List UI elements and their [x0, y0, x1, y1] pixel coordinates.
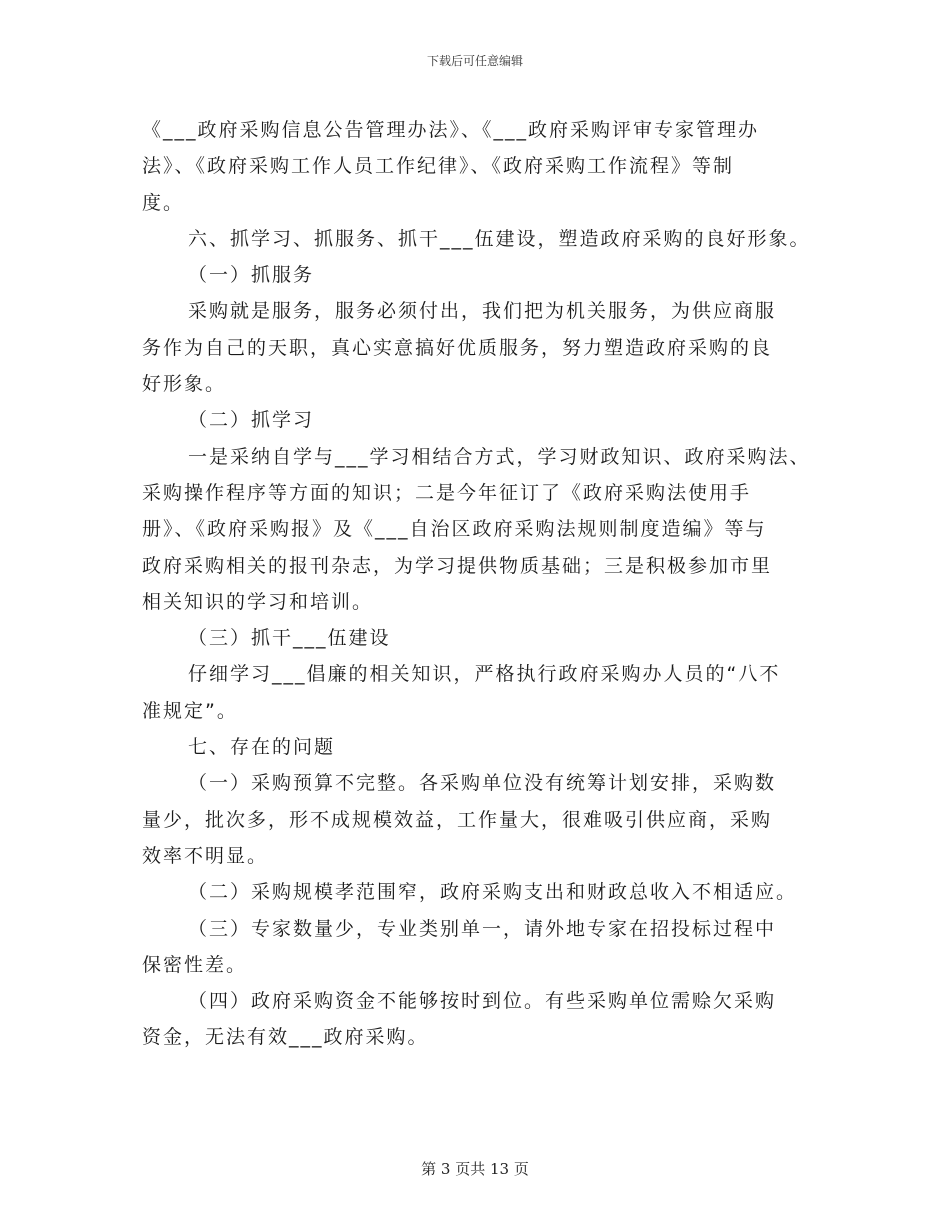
text-line: 《___政府采购信息公告管理办法》、《___政府采购评审专家管理办 — [142, 119, 760, 141]
text-line: 准规定”。 — [142, 699, 238, 722]
text-line: （二）抓学习 — [188, 409, 315, 432]
text-line: 仔细学习___倡廉的相关知识，严格执行政府采购办人员的“八不 — [188, 663, 781, 686]
text-line: 量少，批次多，形不成规模效益，工作量大，很难吸引供应商，采购 — [142, 808, 773, 831]
text-line: 六、抓学习、抓服务、抓干___伍建设，塑造政府采购的良好形象。 — [188, 227, 811, 250]
text-line: 法》、《政府采购工作人员工作纪律》、《政府采购工作流程》等制 — [142, 155, 735, 178]
text-line: 效率不明显。 — [142, 844, 269, 867]
page-footer: 第 3 页共 13 页 — [421, 1160, 529, 1178]
text-line: （一）抓服务 — [188, 264, 315, 287]
text-line: 采购操作程序等方面的知识；二是今年征订了《政府采购法使用手 — [142, 481, 752, 504]
text-line: 政府采购相关的报刊杂志，为学习提供物质基础；三是积极参加市里 — [142, 554, 773, 577]
text-line: （四）政府采购资金不能够按时到位。有些采购单位需赊欠采购 — [188, 990, 777, 1013]
text-line: 七、存在的问题 — [188, 736, 336, 759]
text-line: （三）专家数量少，专业类别单一，请外地专家在招投标过程中 — [188, 917, 777, 940]
document-body — [142, 112, 822, 1056]
text-line: 务作为自己的天职，真心实意搞好优质服务，努力塑造政府采购的良 — [142, 336, 773, 359]
text-line: 相关知识的学习和培训。 — [142, 590, 374, 613]
text-line: 度。 — [142, 191, 185, 214]
page-header: 下载后可任意编辑 — [426, 54, 523, 68]
text-line: 好形象。 — [142, 373, 227, 396]
text-line: 保密性差。 — [142, 953, 248, 976]
text-line: 一是采纳自学与___学习相结合方式，学习财政知识、政府采购法、 — [188, 445, 811, 468]
text-line: （一）采购预算不完整。各采购单位没有统筹计划安排，采购数 — [188, 772, 777, 795]
text-line: 采购就是服务，服务必须付出，我们把为机关服务，为供应商服 — [188, 300, 777, 323]
text-line: 资金，无法有效___政府采购。 — [142, 1026, 429, 1049]
text-line: （二）采购规模孝范围窄，政府采购支出和财政总收入不相适应。 — [188, 881, 798, 904]
text-line: （三）抓干___伍建设 — [188, 627, 391, 650]
text-line: 册》、《政府采购报》及《___自治区政府采购法规则制度造编》等与 — [142, 518, 767, 541]
